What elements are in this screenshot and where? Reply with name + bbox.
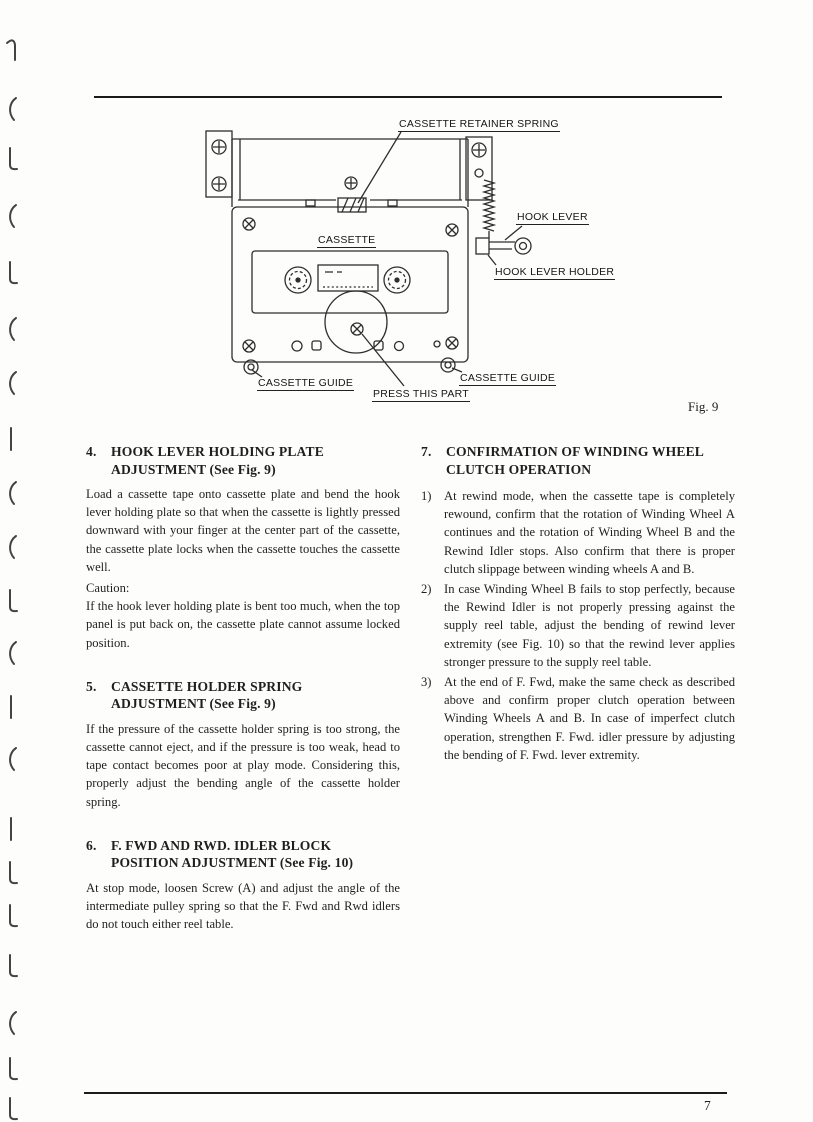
section-number: 4. xyxy=(86,444,97,459)
section-number: 7. xyxy=(421,444,432,459)
section-title-line2: ADJUSTMENT (See Fig. 9) xyxy=(111,696,276,712)
list-item xyxy=(421,673,735,764)
page-number: 7 xyxy=(704,1098,711,1113)
section-4-heading xyxy=(86,443,400,478)
list-item-text: In case Winding Wheel B fails to stop perfectly, because the Rewind Idler is not properly pressing against the supply reel table, adjust the bending of rewind lever extremity (see Fig. 10) so that the rewind lever applies stronger pressure to the supply reel table. xyxy=(444,582,735,669)
caution-label: Caution: xyxy=(86,581,130,596)
section-5-body: If the pressure of the cassette holder spring is too strong, the cassette cannot eject, and if the pressure is too weak, head to tape contact becomes poor at play mode. Considering this, properly adjust the bending angle of the cassette holder spring. xyxy=(86,721,400,809)
figure-caption: Fig. 9 xyxy=(688,399,719,414)
section-title-line1: CONFIRMATION OF WINDING WHEEL xyxy=(446,444,704,459)
section-4 xyxy=(86,443,400,652)
list-item-marker: 3) xyxy=(421,675,432,690)
section-5-heading xyxy=(86,678,400,713)
fig-label-cassette-guide-left: CASSETTE GUIDE xyxy=(258,377,354,389)
section-6 xyxy=(86,837,400,934)
list-item-text: At rewind mode, when the cassette tape is completely rewound, confirm that the rotation of Winding Wheel A continues and the rotation of Winding Wheel B and the Rewind Idler stops. Also confirm that there is proper clutch slippage between winding wheels A and B. xyxy=(444,489,735,576)
section-7-list xyxy=(421,487,735,764)
section-6-heading xyxy=(86,837,400,872)
binding-marks xyxy=(0,0,30,1122)
section-title-line1: F. FWD AND RWD. IDLER BLOCK xyxy=(111,837,332,853)
top-rule xyxy=(94,96,722,98)
fig-label-cassette: CASSETTE xyxy=(318,234,376,246)
bottom-rule xyxy=(84,1092,727,1094)
fig-label-hook-lever: HOOK LEVER xyxy=(517,211,588,223)
list-item xyxy=(421,487,735,578)
fig-label-press-this-part: PRESS THIS PART xyxy=(373,388,469,400)
list-item xyxy=(421,580,735,671)
section-5 xyxy=(86,678,400,811)
section-title-line2: ADJUSTMENT (See Fig. 9) xyxy=(111,461,276,477)
list-item-marker: 1) xyxy=(421,489,432,503)
section-6-body: At stop mode, loosen Screw (A) and adjust the angle of the intermediate pulley spring so that the F. Fwd and Rwd idlers do not touch either reel table. xyxy=(86,880,400,932)
section-4-body: Load a cassette tape onto cassette plate and bend the hook lever holding plate so that when the cassette is lightly pressed downward with your finger at the center part of the cassette, the cassette plate locks when the cassette touches the cassette well. xyxy=(86,487,400,574)
section-title-line2: CLUTCH OPERATION xyxy=(446,461,592,477)
section-7 xyxy=(421,443,735,764)
list-item-marker: 2) xyxy=(421,582,432,597)
left-column xyxy=(86,443,400,933)
caution-body: If the hook lever holding plate is bent too much, when the top panel is put back on, the cassette plate cannot assume locked position. xyxy=(86,599,400,650)
section-number: 5. xyxy=(86,678,97,694)
right-column xyxy=(421,443,735,764)
fig-label-hook-lever-holder: HOOK LEVER HOLDER xyxy=(495,266,615,278)
section-number: 6. xyxy=(86,837,97,853)
fig-label-cassette-guide-right: CASSETTE GUIDE xyxy=(460,372,556,384)
section-title-line2: POSITION ADJUSTMENT (See Fig. 10) xyxy=(111,855,354,871)
list-item-text: At the end of F. Fwd, make the same check as described above and confirm proper clutch operation between Winding Wheels A and B. In case of imperfect clutch operation, strengthen F. Fwd. idler pressure by adjusting the bending of F. Fwd. lever extremity. xyxy=(444,675,735,762)
section-title-line1: CASSETTE HOLDER SPRING xyxy=(111,678,303,694)
section-title-line1: HOOK LEVER HOLDING PLATE xyxy=(111,444,324,459)
cassette-mechanism-drawing xyxy=(180,110,740,415)
fig-label-cassette-retainer-spring: CASSETTE RETAINER SPRING xyxy=(399,118,559,130)
section-7-heading xyxy=(421,443,735,478)
